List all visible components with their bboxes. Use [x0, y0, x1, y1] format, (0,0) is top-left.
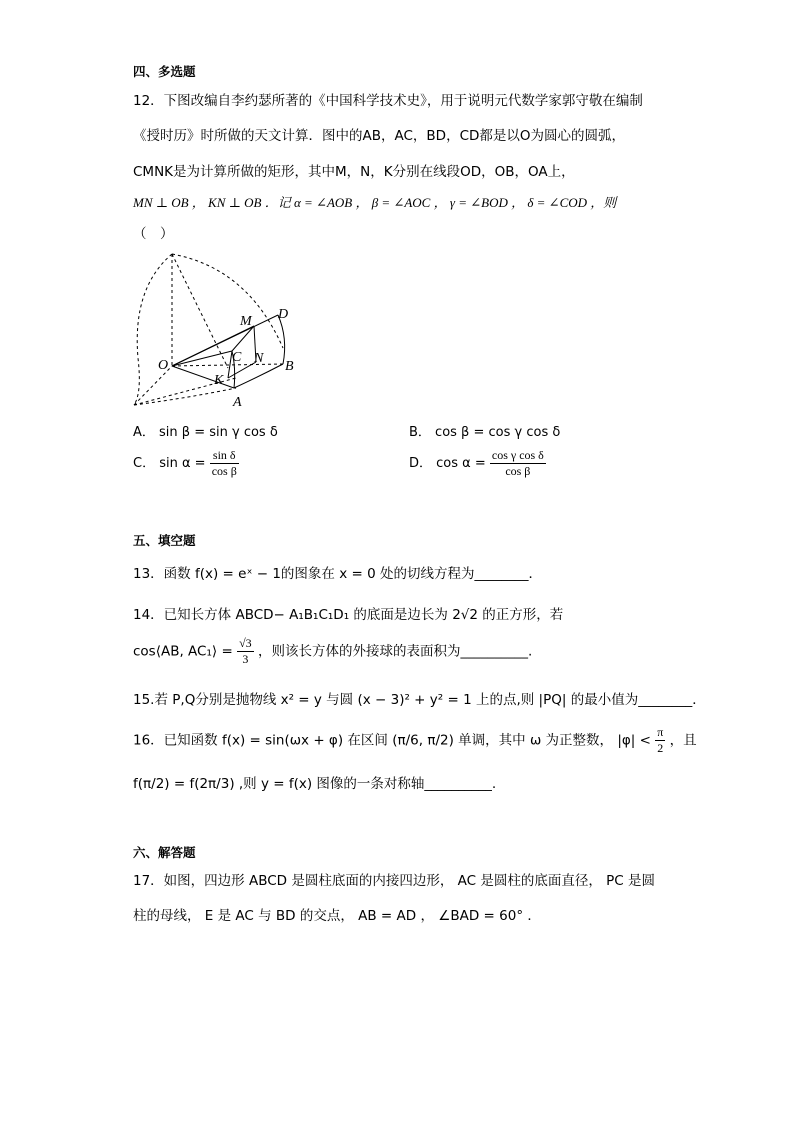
label-B: B: [285, 359, 294, 374]
label-D: D: [278, 307, 289, 322]
outer-arc-bottom: [134, 388, 236, 405]
segment-OM: [172, 326, 254, 366]
q14-line1: 14．已知长方体 ABCD− A₁B₁C₁D₁ 的底面是边长为 2√2 的正方形，若: [133, 607, 564, 623]
q16-interval: (π/6, π/2): [392, 732, 454, 749]
q12-line4: MN ⊥ OB ， KN ⊥ OB ．记 α = ∠AOB ， β = ∠AOC ， γ = ∠BOD ， δ = ∠COD ，则: [133, 195, 617, 210]
label-C: C: [232, 350, 242, 365]
q12-option-d-fraction: [490, 448, 546, 479]
q14-denominator: 3: [242, 652, 249, 666]
q16-line1: [133, 725, 697, 756]
q12-option-c-lead: C． sin α =: [133, 456, 206, 471]
q12-option-c-fraction: [210, 448, 239, 479]
q17-line2: 柱的母线， E 是 AC 与 BD 的交点， AB = AD ， ∠BAD = 60° ．: [133, 908, 541, 924]
label-M: M: [240, 314, 252, 329]
outer-arc-top: [172, 254, 283, 348]
q12-line3: CMNK是为计算所做的矩形，其中M，N，K分别在线段OD，OB，OA上，: [133, 164, 575, 180]
q12-option-d: [409, 448, 546, 479]
q14-line2: [133, 636, 532, 667]
segment-OA: [172, 366, 234, 388]
section-title-multiple-choice: 四、多选题: [133, 64, 196, 79]
q14-numerator: √3: [239, 636, 252, 650]
q16-line2: f(π/2) = f(2π/3) ,则 y = f(x) 图像的一条对称轴__________.: [133, 776, 497, 792]
q14-fraction: [237, 636, 254, 667]
q13-text: 13．函数 f(x) = eˣ − 1的图象在 x = 0 处的切线方程为________．: [133, 566, 542, 582]
q12-option-c-numerator: sin δ: [210, 448, 239, 464]
q17-line1: 17．如图，四边形 ABCD 是圆柱底面的内接四边形， AC 是圆柱的底面直径， PC 是圆: [133, 873, 655, 889]
label-N: N: [254, 351, 264, 366]
q14-cos-expression: cos⟨AB, AC₁⟩ =: [133, 643, 233, 660]
q12-option-c: [133, 448, 239, 479]
dashed-to-B: [172, 364, 283, 366]
label-K: K: [214, 373, 224, 388]
q14-tail: ，则该长方体的外接球的表面积为__________.: [257, 643, 533, 660]
q12-option-b: B． cos β = cos γ cos δ: [409, 425, 561, 440]
q12-option-d-denominator: cos β: [505, 464, 531, 478]
arc-AB: [234, 364, 283, 388]
q12-option-a: A． sin β = sin γ cos δ: [133, 425, 278, 440]
q16-part-c: 单调，其中 ω 为正整数， |φ| <: [458, 732, 651, 749]
q16-numerator: π: [657, 725, 664, 739]
q12-blank: （ ）: [133, 226, 174, 242]
section-title-fill-in: 五、填空题: [133, 533, 196, 548]
arc-DB: [278, 315, 285, 364]
label-A: A: [233, 395, 242, 410]
q16-denominator: 2: [657, 741, 664, 755]
q12-line2: 《授时历》时所做的天文计算．图中的AB，AC，BD，CD都是以O为圆心的圆弧，: [133, 128, 626, 144]
segment-CM: [232, 326, 254, 351]
q12-line1: 12．下图改编自李约瑟所著的《中国科学技术史》，用于说明元代数学家郭守敬在编制: [133, 93, 643, 109]
q12-option-d-numerator: cos γ cos δ: [491, 448, 544, 462]
label-O: O: [158, 358, 169, 373]
q12-option-d-lead: D． cos α =: [409, 456, 486, 471]
section-title-solution: 六、解答题: [133, 845, 196, 860]
q16-pi-over-2: [655, 725, 665, 756]
q12-geometry-figure: [128, 248, 308, 413]
q16-part-a: 16．已知函数 f(x) = sin(ωx + φ) 在区间: [133, 732, 388, 749]
q12-option-c-denominator: cos β: [211, 464, 237, 478]
q16-part-d: ，且: [669, 732, 697, 749]
outer-arc-left: [134, 254, 172, 405]
q15-text: 15.若 P,Q分别是抛物线 x² = y 与圆 (x − 3)² + y² = 1 上的点,则 |PQ| 的最小值为________．: [133, 692, 706, 708]
